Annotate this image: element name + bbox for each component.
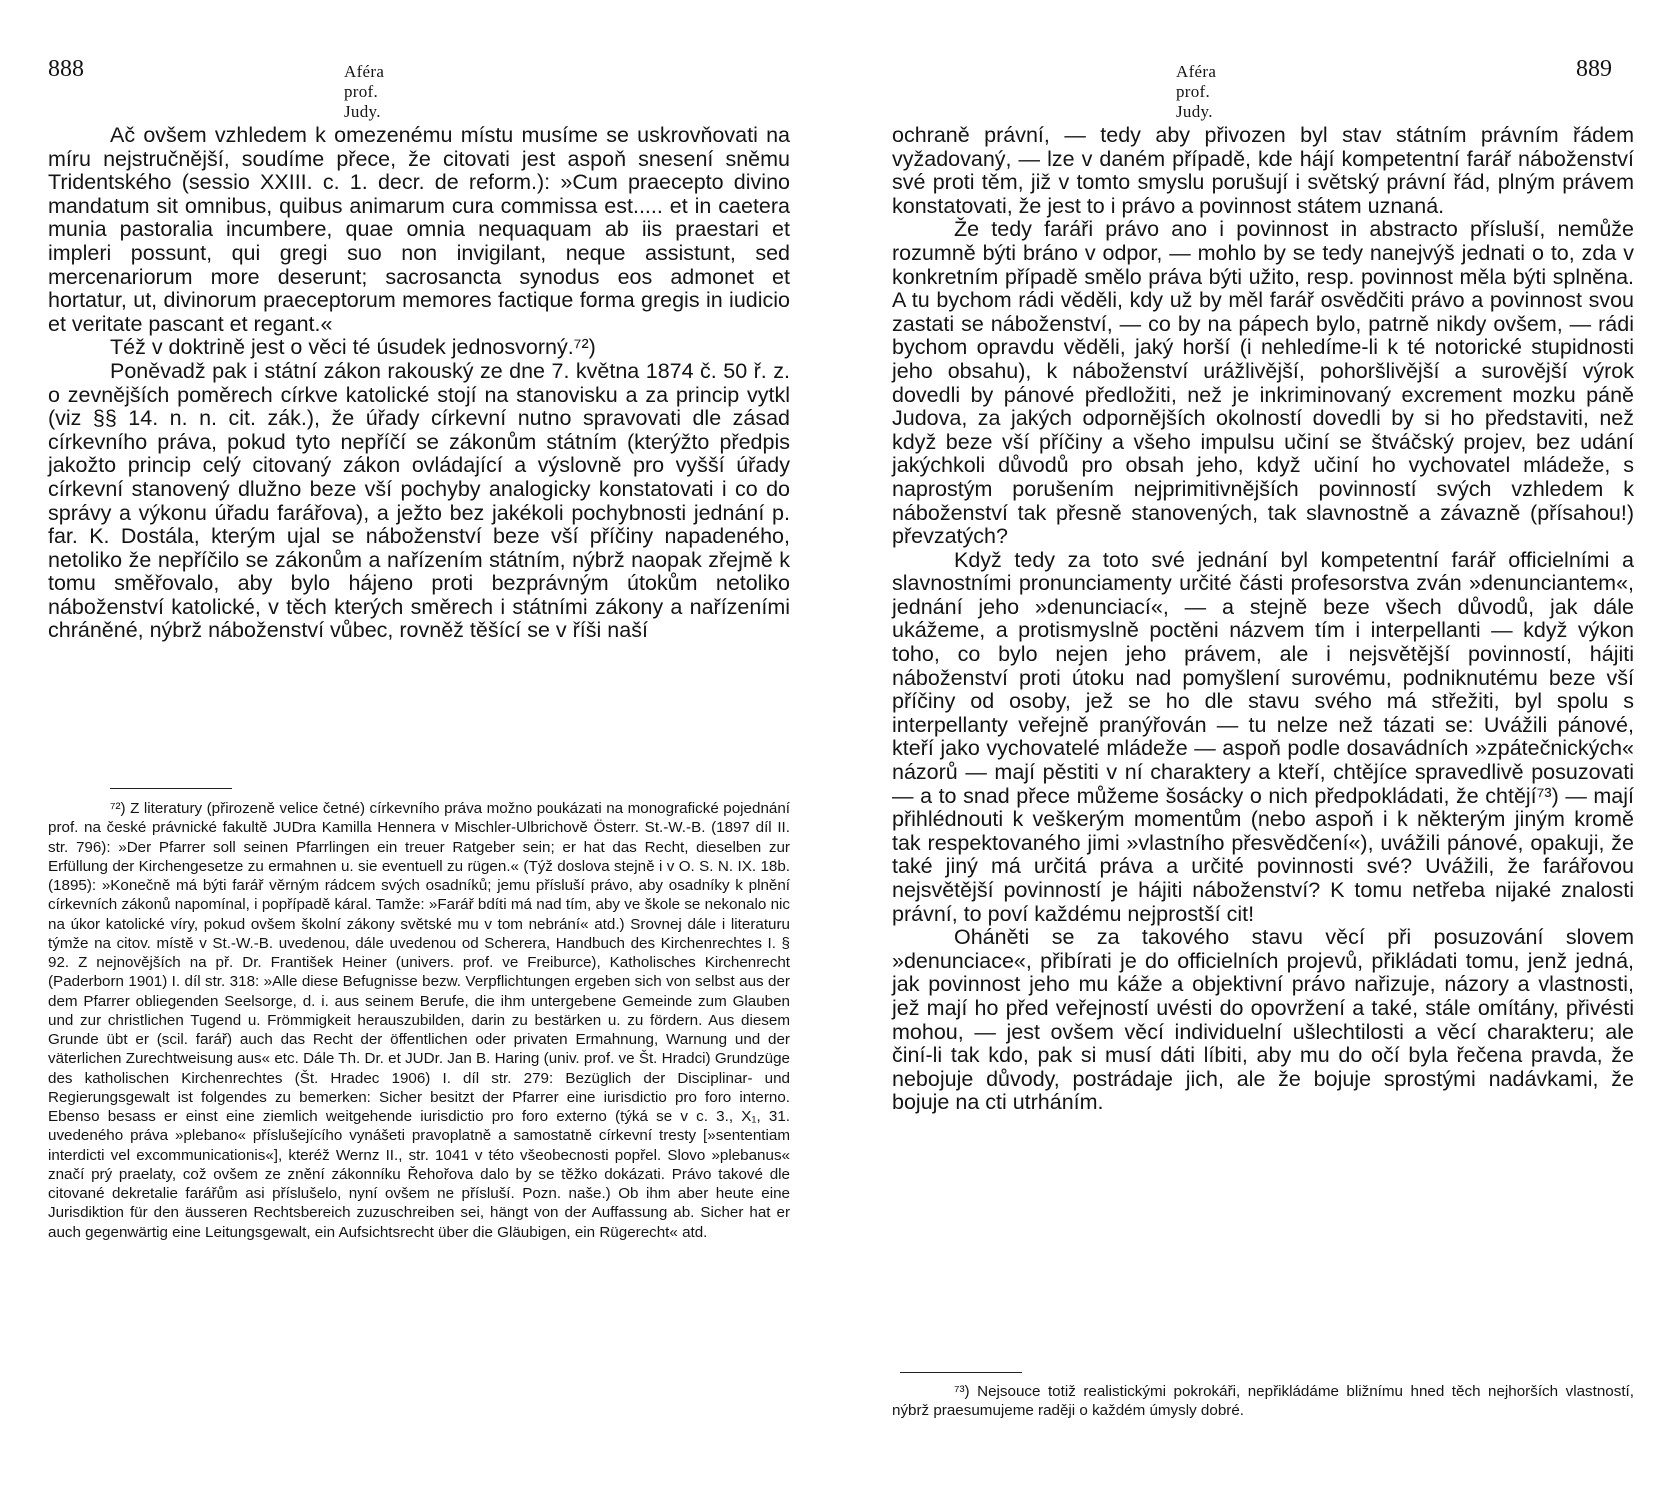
left-paragraph-2: Též v doktrině jest o věci té úsudek jednosvorný.⁷²) xyxy=(110,335,596,360)
footnote-72: ⁷²) Z literatury (přirozeně velice četné) církevního práva možno poukázati na monografické pojednání prof. na české právnické fakultě JUDra Kamilla Hennera v Mischler-Ulbrichově Österr. St.-W.-B. (1897 díl II. str. 796): »Der Pfarrer soll seinen Pfarrlingen ein treuer Ratgeber sein; er hat das Recht, dieselben zur Erfüllung der Kirchengesetze zu ermahnen u. sie eventuell zu rügen.« (Týž doslova stejně i v O. S. N. IX. 18b. (1895): »Konečně má býti farář věrným rádcem svých osadníků; jemu přísluší právo, aby osadníky k plnění církevních zákonů napomínal, i popřípadě káral. Tamže: »Farář bdíti má nad tím, aby ve škole se nekonalo nic na úkor katolické víry, pokud ovšem školní zákony světské mu v tom nebrání« atd.) Srovnej dále i literaturu týmže na citov. místě v St.-W.-B. uvedenou, dále uvedenou od Scherera, Handbuch des Kirchenrechtes I. § 92. Z nejnovějších na př. Dr. František Heiner (univers. prof. ve Freiburce), Katholisches Kirchenrecht (Paderborn 1901) I. díl str. 318: »Alle diese Befugnisse bezw. Verpflichtungen ergeben sich von selbst aus der dem Pfarrer obliegenden Seelsorge, d. i. aus seinem Berufe, die ihm untergebene Gemeinde zum Glauben und zur christlichen Tugend u. Frömmigkeit herauszubilden, darin zu bestärken u. zu fördern. Aus diesem Grunde übt er (scil. farář) auch das Recht der öffentlichen oder privaten Ermahnung, Warnung und der väterlichen Zurechtweisung aus« etc. Dále Th. Dr. et JUDr. Jan B. Haring (univ. prof. ve Št. Hradci) Grundzüge des katholischen Kirchenrechtes (Št. Hradec 1906) I. díl str. 279: Bezüglich der Disciplinar- und Regierungsgewalt ist folgendes zu bemerken: Sicher besitzt der Pfarrer eine iurisdictio pro foro interno. Ebenso besass er einst eine ziemlich weitgehende iurisdictio pro foro externo (týká se v c. 3., X₁, 31. uvedeného práva »plebano« příslušejícího vynášeti pravoplatně a samostatně církevní tresty [»sententiam interdicti vel excommunicationis«], kteréž Wernz II., str. 1041 v této všeobecnosti popřel. Slovo »plebanus« značí prý praelaty, což ovšem ze znění zákonníku Řehořova dalo by se těžko dokázati. Právo takové dle citované dekretalie farářům asi příslušelo, nyní ovšem ne přísluší. Pozn. naše.) Ob ihm aber heute eine Jurisdiktion für den äusseren Rechtsbereich zuzuschreiben sei, hängt von der Auffassung ab. Sicher hat er auch gegenwärtig eine Leitungsgewalt, ein Aufsichtsrecht über die Gläubigen, ein Rügerecht« atd. xyxy=(48,800,790,1241)
right-page xyxy=(834,0,1668,1500)
left-paragraph-1: Ač ovšem vzhledem k omezenému místu musíme se uskrovňovati na míru nejstručnější, soudíme přece, že citovati jest aspoň snesení sněmu Tridentského (sessio XXIII. c. 1. decr. de reform.): »Cum praecepto divino mandatum sit omnibus, quibus animarum cura commissa est..... et in caetera munia pastoralia incumbere, quae omnia nequaquam ab iis praestari et impleri possunt, qui gregi suo non invigilant, neque assistunt, sed mercenariorum more deserunt; sacrosancta synodus eos admonet et hortatur, ut, divinorum praeceptorum memores factique forma gregis in iudicio et veritate pascant et regant.« xyxy=(48,123,790,336)
right-paragraph-3: Když tedy za toto své jednání byl kompetentní farář officielními a slavnostními pronunciamenty určité části profesorstva zván »denunciantem«, jednání jeho »denunciací«, — a stejně beze všech důvodů, jak dále ukážeme, a protismyslně poctěni názvem tím i interpellanti — když výkon toho, co bylo nejen jeho právem, ale i nejsvětější povinností, hájiti náboženství proti útoku nad pomyšlení surovému, podniknutému beze vší příčiny od osoby, jež se ho dle stavu svého má střežiti, byl spolu s interpellanty veřejně pranýřován — tu nelze než tázati se: Uvážili pánové, kteří jako vychovatelé mládeže — aspoň podle dosavádních »zpátečnických« názorů — mají pěstiti v ní charaktery a kteří, chtějíce spravedlivě posuzovati — a to snad přece můžeme šosácky o nich předpokládati, že chtějí⁷³) — mají přihlédnouti k veškerým momentům (nebo aspoň i k některým jiným kromě tak respektovaného jimi »vlastního přesvědčení«), uvážili pánové, opakuji, že také jiný má určitá práva a určité povinnosti své? Uvážili, že farářovou nejsvětější povinností je hájiti náboženství? K tomu netřeba nijaké znalosti právní, to poví každému nejprostší cit! xyxy=(892,547,1634,926)
footnote-73: ⁷³) Nejsouce totiž realistickými pokrokáři, nepřikládáme bližnímu hned těch nejhorších vlastností, nýbrž praesumujeme raději o každém úmysly dobré. xyxy=(892,1383,1634,1420)
left-page-number: 888 xyxy=(48,56,84,82)
left-paragraph-3: Poněvadž pak i státní zákon rakouský ze dne 7. května 1874 č. 50 ř. z. o zevnějších poměrech církve katolické stojí na stanovisku a za princip vytkl (viz §§ 14. n. n. cit. zák.), že úřady církevní nutno spravovati dle zásad církevního práva, pokud tyto nepříčí se zákonům státním (kterýžto předpis jakožto princip celý citovaný zákon ovládající a výslovně pro vyšší úřady církevní stanovený dlužno beze vší pochyby analogicky konstatovati i co do správy a výkonu úřadu farářova), a ježto bez jakékoli pochybnosti jednání p. far. K. Dostála, kterým ujal se náboženství beze vší příčiny napadeného, netoliko že nepříčilo se zákonům a nařízením státním, nýbrž naopak zřejmě k tomu směřovalo, aby bylo hájeno proti bezprávným útokům netoliko náboženství katolické, v těch kterých směrech i státními zákony a nařízeními chráněné, nýbrž náboženství vůbec, rovněž těšící se v říši naší xyxy=(48,358,790,643)
right-running-head: Aféra prof. Judy. xyxy=(1176,62,1217,121)
right-body-text xyxy=(892,124,1634,1115)
left-footnote-rule xyxy=(110,788,232,789)
right-paragraph-2: Že tedy faráři právo ano i povinnost in abstracto přísluší, nemůže rozumně býti bráno v odpor, — mohlo by se tedy nanejvýš jednati o to, zda v konkretním případě smělo práva býti užito, resp. povinnost měla býti splněna. A tu bychom rádi věděli, kdy už by měl farář osvědčiti právo a povinnost svou zastati se náboženství, — co by na pápech bylo, patrně nikdy ovšem, — rádi bychom opravdu věděli, jaký horší (i nehledíme-li k té notorické stupidnosti jeho obsahu), k náboženství urážlivější, pohoršlivější a surovější výrok dovedli by pánové předložiti, než je inkriminovaný excrement mozku páně Judova, za jakých odpornějších okolností dovedli by si ho představiti, než když beze vší příčiny a všeho impulsu učiní se štváčský projev, bez udání jakýchkoli důvodů pro obsah jeho, když učiní ho vychovatel mládeže, s naprostým porušením nejprimitivnějších povinností svých vzhledem k náboženství tak přesně stanovených, tak slavnostně a závazně (přísahou!) převzatých? xyxy=(892,217,1634,549)
right-paragraph-1: ochraně právní, — tedy aby přivozen byl stav státním právním řádem vyžadovaný, — lze v daném případě, kde hájí kompetentní farář náboženství své proti těm, již v tomto smyslu porušují i světský právní řád, plným právem konstatovati, že jest to i právo a povinnost státem uznaná. xyxy=(892,123,1634,218)
right-paragraph-4: Oháněti se za takového stavu věcí při posuzování slovem »denunciace«, přibírati je do officielních projevů, přikládati tomu, jenž jedná, jak povinnost jeho mu káže a objektivní právo nařizuje, názory a vlastnosti, jež mají ho před veřejností uvésti do opovržení a také, stále omítány, přivésti mohou, — jest ovšem věcí individuelní ušlechtilosti a věcí charakteru; ale činí-li tak kdo, pak si musí dáti líbiti, aby mu do očí byla řečena pravda, že nebojuje důvody, postrádaje jich, ale že bojuje sprostými nadávkami, že bojuje na cti utrháním. xyxy=(892,925,1634,1115)
left-running-head: Aféra prof. Judy. xyxy=(344,62,385,121)
left-footnote xyxy=(48,799,790,1242)
right-footnote xyxy=(892,1382,1634,1421)
right-page-number: 889 xyxy=(1576,56,1612,82)
left-body-text xyxy=(48,124,790,643)
right-footnote-rule xyxy=(900,1372,1022,1373)
